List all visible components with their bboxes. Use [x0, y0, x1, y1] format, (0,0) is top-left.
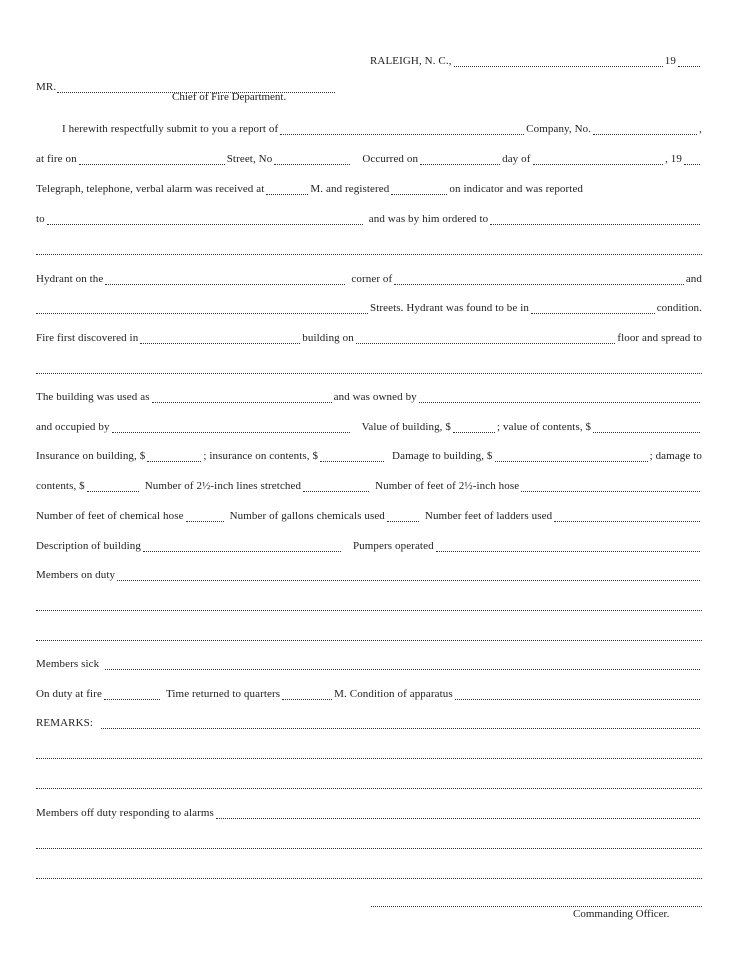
reported-to-line [36, 211, 702, 225]
members-sick-label: Members sick [36, 658, 100, 670]
chemical-hose-label: Number of feet of chemical hose [36, 510, 184, 522]
condition-label: condition. [656, 302, 702, 314]
feet-hose-label: Number of feet of 2½-inch hose [375, 480, 520, 492]
report-line [62, 121, 702, 135]
and-label: and [685, 273, 702, 285]
ordered-to-continued-field[interactable] [36, 243, 702, 255]
value-contents-label: ; value of contents, $ [496, 421, 592, 433]
lines-stretched-field[interactable] [303, 480, 369, 492]
description-label: Description of building [36, 540, 141, 552]
blank-line [36, 835, 702, 849]
occupied-by-field[interactable] [112, 421, 350, 433]
ladders-label: Number feet of ladders used [424, 510, 553, 522]
insurance-line [36, 448, 702, 462]
indicator-field[interactable] [391, 183, 447, 195]
date-line [370, 53, 702, 67]
hose-line [36, 478, 702, 492]
cross-street-field[interactable] [36, 302, 368, 314]
blank-line [36, 775, 702, 789]
at-fire-on-label: at fire on [36, 153, 77, 165]
lines-stretched-label: Number of 2½-inch lines stretched [144, 480, 302, 492]
pumpers-label: Pumpers operated [352, 540, 434, 552]
occurred-day-field[interactable] [420, 153, 500, 165]
hydrant-condition-line [36, 300, 702, 314]
remarks-continued-field[interactable] [36, 747, 702, 759]
corner-of-label: corner of [351, 273, 393, 285]
blank-line [36, 241, 702, 255]
used-as-field[interactable] [152, 391, 332, 403]
off-duty-label: Members off duty responding to alarms [36, 807, 214, 819]
on-duty-field[interactable] [104, 688, 160, 700]
remarks-line [36, 715, 702, 729]
insurance-building-field[interactable] [147, 450, 201, 462]
year-field[interactable] [678, 55, 700, 67]
insurance-building-label: Insurance on building, $ [36, 450, 146, 462]
value-building-field[interactable] [453, 421, 495, 433]
remarks-label: REMARKS: [36, 717, 94, 729]
alarm-line [36, 181, 702, 195]
damage-to-label: ; damage to [649, 450, 702, 462]
value-contents-field[interactable] [593, 421, 700, 433]
report-of-label: I herewith respectfully submit to you a report of [62, 123, 279, 135]
indicator-label: on indicator and was reported [449, 183, 584, 195]
description-field[interactable] [143, 540, 341, 552]
company-no-label: Company, No. [526, 123, 592, 135]
day-of-label: day of [502, 153, 531, 165]
description-line [36, 538, 702, 552]
blank-line [36, 745, 702, 759]
street-no-label: Street, No [226, 153, 273, 165]
alarm-received-label: Telegraph, telephone, verbal alarm was received at [36, 183, 265, 195]
members-duty-label: Members on duty [36, 569, 116, 581]
year-label: , 19 [665, 153, 682, 165]
reported-to-field[interactable] [47, 213, 363, 225]
mr-label: MR. [36, 81, 57, 93]
chemical-hose-field[interactable] [186, 510, 224, 522]
comma: , [699, 123, 702, 135]
building-on-label: building on [302, 332, 354, 344]
time-returned-field[interactable] [282, 688, 332, 700]
fire-discovered-line [36, 330, 702, 344]
remarks-field[interactable] [101, 717, 700, 729]
ordered-to-field[interactable] [490, 213, 700, 225]
hydrant-side-field[interactable] [105, 273, 345, 285]
owned-by-field[interactable] [419, 391, 700, 403]
insurance-contents-label: ; insurance on contents, $ [203, 450, 319, 462]
building-use-line [36, 389, 702, 403]
registered-label: M. and registered [310, 183, 390, 195]
off-duty-line [36, 805, 702, 819]
off-duty-continued-field[interactable] [36, 867, 702, 879]
damage-building-field[interactable] [495, 450, 648, 462]
condition-apparatus-label: M. Condition of apparatus [334, 688, 453, 700]
contents-damage-label: contents, $ [36, 480, 85, 492]
gallons-chemicals-label: Number of gallons chemicals used [229, 510, 385, 522]
discovered-in-field[interactable] [140, 332, 300, 344]
year2-field[interactable] [684, 153, 700, 165]
members-sick-line [36, 656, 702, 670]
month-field[interactable] [533, 153, 664, 165]
off-duty-continued-field[interactable] [36, 837, 702, 849]
owned-by-label: and was owned by [333, 391, 417, 403]
hydrant-condition-field[interactable] [531, 302, 655, 314]
hydrant-found-label: Streets. Hydrant was found to be in [370, 302, 529, 314]
chemical-line [36, 508, 702, 522]
hydrant-line [36, 271, 702, 285]
fire-street-field[interactable] [79, 153, 225, 165]
insurance-contents-field[interactable] [320, 450, 384, 462]
spread-to-field[interactable] [36, 362, 702, 374]
condition-apparatus-field[interactable] [455, 688, 700, 700]
date-field[interactable] [454, 55, 663, 67]
street-no-field[interactable] [274, 153, 350, 165]
fire-location-line [36, 151, 702, 165]
blank-line [36, 360, 702, 374]
used-as-label: The building was used as [36, 391, 150, 403]
blank-line [36, 627, 702, 641]
occupied-line [36, 419, 702, 433]
pumpers-field[interactable] [436, 540, 700, 552]
on-duty-label: On duty at fire [36, 688, 102, 700]
ladders-field[interactable] [554, 510, 700, 522]
members-duty-field[interactable] [117, 569, 700, 581]
members-duty-continued-field[interactable] [36, 629, 702, 641]
fire-discovered-label: Fire first discovered in [36, 332, 139, 344]
time-returned-label: Time returned to quarters [165, 688, 281, 700]
damage-building-label: Damage to building, $ [392, 450, 493, 462]
year-prefix: 19 [664, 55, 676, 67]
occurred-on-label: Occurred on [362, 153, 419, 165]
members-duty-line [36, 567, 702, 581]
members-sick-field[interactable] [105, 658, 700, 670]
gallons-chemicals-field[interactable] [387, 510, 419, 522]
remarks-continued-field[interactable] [36, 777, 702, 789]
chief-title: Chief of Fire Department. [172, 91, 287, 103]
city-label: RALEIGH, N. C., [370, 55, 452, 67]
corner-street-field[interactable] [394, 273, 684, 285]
alarm-time-field[interactable] [266, 183, 308, 195]
company-no-field[interactable] [593, 123, 697, 135]
commanding-officer-label: Commanding Officer. [573, 908, 670, 920]
to-label: to [36, 213, 45, 225]
off-duty-field[interactable] [216, 807, 700, 819]
members-duty-continued-field[interactable] [36, 599, 702, 611]
apparatus-line [36, 686, 702, 700]
floor-spread-label: floor and spread to [617, 332, 702, 344]
feet-hose-field[interactable] [521, 480, 700, 492]
value-building-label: Value of building, $ [361, 421, 451, 433]
blank-line [36, 865, 702, 879]
ordered-to-label: and was by him ordered to [368, 213, 489, 225]
hydrant-on-label: Hydrant on the [36, 273, 104, 285]
signature-field[interactable] [371, 905, 702, 907]
blank-line [36, 597, 702, 611]
occupied-by-label: and occupied by [36, 421, 110, 433]
floor-field[interactable] [356, 332, 615, 344]
company-name-field[interactable] [280, 123, 524, 135]
contents-damage-field[interactable] [87, 480, 139, 492]
